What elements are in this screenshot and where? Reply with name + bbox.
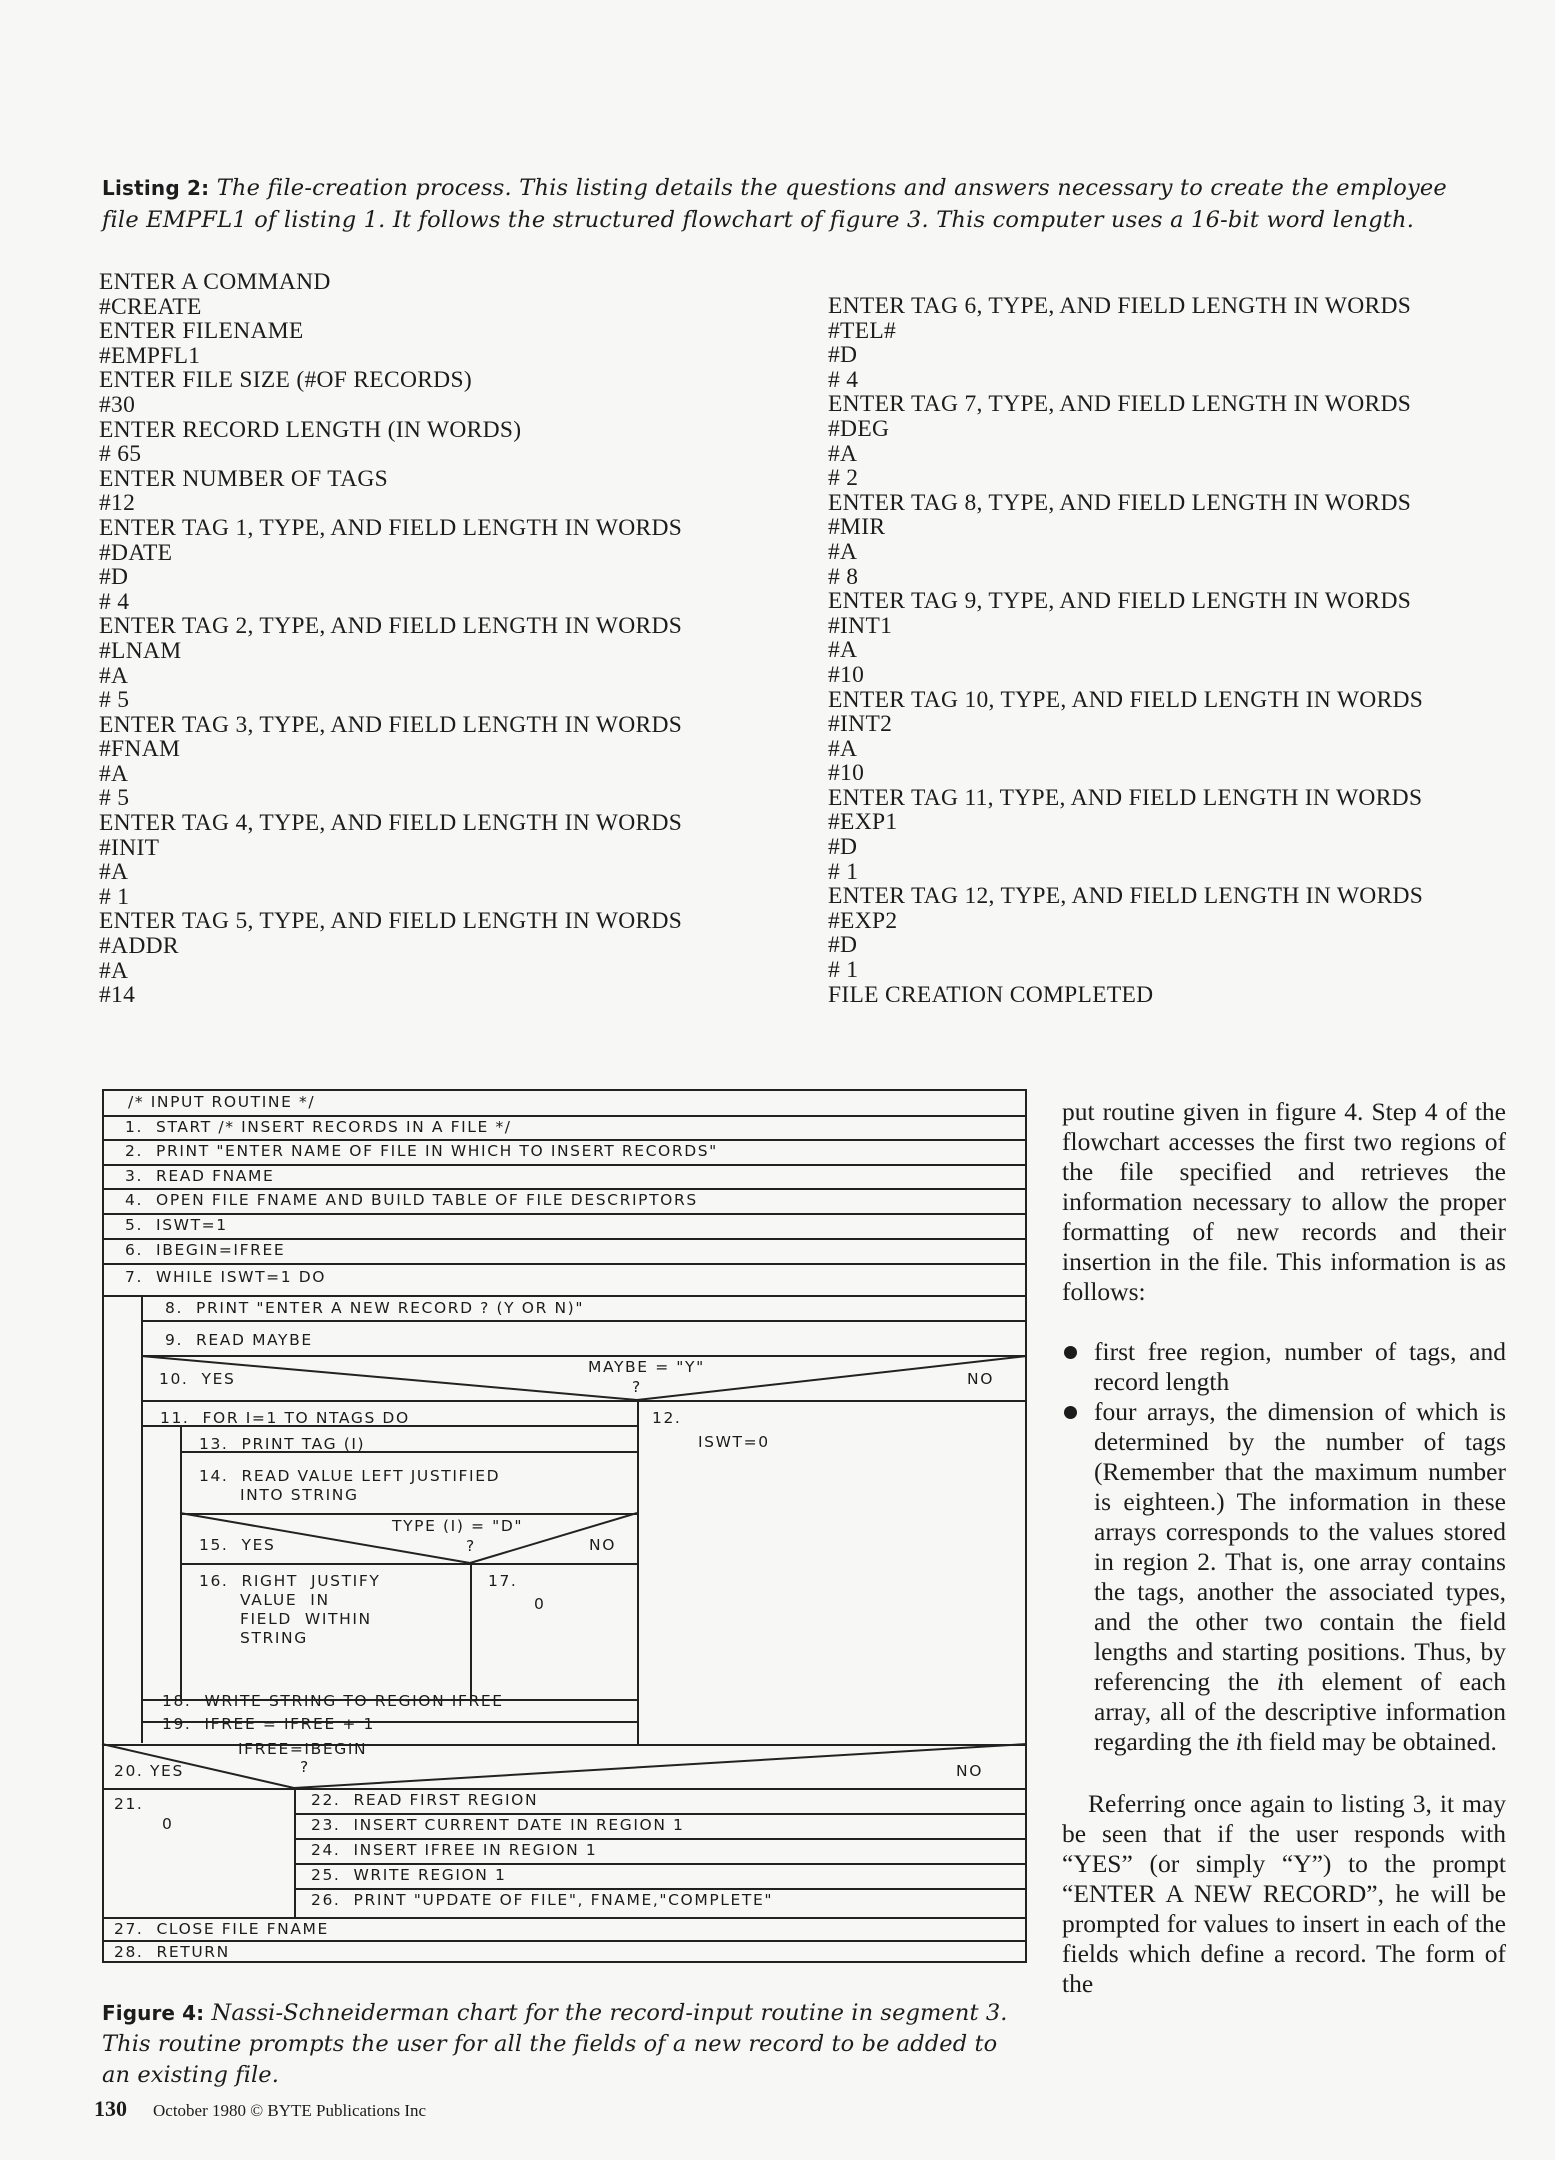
listing-line: ENTER TAG 12, TYPE, AND FIELD LENGTH IN WORDS	[828, 883, 1424, 910]
article-body	[1062, 1097, 1506, 1999]
step-21-body: 0	[162, 1815, 174, 1833]
listing-line: ENTER RECORD LENGTH (IN WORDS)	[99, 416, 522, 443]
step-15-condition: TYPE (I) = "D"	[392, 1517, 524, 1535]
listing-line: #EXP1	[828, 809, 898, 836]
listing-label: Listing 2:	[102, 176, 210, 200]
listing-line: #A	[828, 440, 858, 467]
italic-i: i	[1235, 1727, 1243, 1756]
listing-line: ENTER TAG 6, TYPE, AND FIELD LENGTH IN WORDS	[828, 293, 1412, 319]
step-16-line-3: FIELD WITHIN	[240, 1610, 372, 1628]
listing-line: #12	[99, 490, 136, 517]
listing-line: #LNAM	[99, 637, 182, 664]
decision-split	[470, 1563, 472, 1699]
listing-line: ENTER TAG 4, TYPE, AND FIELD LENGTH IN WORDS	[99, 810, 683, 837]
bullet-text: first free region, number of tags, and record length	[1094, 1337, 1506, 1396]
listing-line: # 1	[99, 883, 130, 910]
listing-line: #A	[99, 957, 129, 984]
step-20-no: NO	[956, 1762, 983, 1780]
step-19: 19. IFREE = IFREE + 1	[162, 1715, 375, 1733]
divider	[102, 1788, 1027, 1790]
listing-line: # 65	[99, 441, 142, 468]
listing-line: #ADDR	[99, 933, 179, 960]
step-5: 5. ISWT=1	[125, 1216, 228, 1234]
publication-line: October 1980 © BYTE Publications Inc	[153, 2101, 427, 2120]
listing-line: ENTER TAG 7, TYPE, AND FIELD LENGTH IN WORDS	[828, 391, 1412, 418]
divider	[294, 1813, 1027, 1815]
step-10-yes: 10. YES	[159, 1370, 236, 1388]
listing-line: #DEG	[828, 415, 890, 442]
listing-line: ENTER TAG 3, TYPE, AND FIELD LENGTH IN WORDS	[99, 711, 683, 738]
bullet-text: four arrays, the dimension of which is determined by the number of tags (Remember that the maximum number is eighteen.) The information in these arrays corresponds to the values stored in region 2. That is, one array contains the tags, another the associated types, and the other two contain the field lengths and starting positions. Thus, by referencing the	[1094, 1397, 1506, 1696]
listing-line: #10	[828, 661, 865, 688]
bullet-icon	[1064, 1406, 1077, 1419]
listing-line: #D	[828, 932, 858, 959]
listing-line: #A	[828, 735, 858, 762]
figure-caption	[102, 1998, 1032, 2091]
divider	[102, 1940, 1027, 1942]
listing-line: #INIT	[99, 834, 160, 861]
listing-line: # 8	[828, 563, 859, 590]
step-8: 8. PRINT "ENTER A NEW RECORD ? (Y OR N)"	[165, 1299, 585, 1317]
listing-line: #DATE	[99, 539, 173, 566]
step-13: 13. PRINT TAG (I)	[199, 1435, 366, 1453]
step-17: 17.	[488, 1572, 518, 1590]
listing-line: #D	[99, 564, 129, 591]
listing-line: #TEL#	[828, 317, 897, 344]
chart-header: /* INPUT ROUTINE */	[128, 1093, 316, 1111]
step-6: 6. IBEGIN=IFREE	[125, 1241, 286, 1259]
listing-line: FILE CREATION COMPLETED	[828, 981, 1154, 1008]
step-23: 23. INSERT CURRENT DATE IN REGION 1	[311, 1816, 685, 1834]
listing-line: #FNAM	[99, 736, 181, 763]
listing-line: #CREATE	[99, 293, 202, 320]
step-20-yes: 20. YES	[114, 1762, 184, 1780]
listing-line: #14	[99, 982, 136, 1009]
bullet-icon	[1064, 1346, 1077, 1359]
step-14-line-1: 14. READ VALUE LEFT JUSTIFIED	[199, 1467, 501, 1485]
listing-line: # 5	[99, 687, 130, 714]
decision-split	[294, 1788, 296, 1917]
page-footer	[94, 2096, 426, 2122]
step-2: 2. PRINT "ENTER NAME OF FILE IN WHICH TO INSERT RECORDS"	[125, 1142, 718, 1160]
step-20-question: ?	[300, 1758, 310, 1776]
step-10-condition: MAYBE = "Y"	[588, 1358, 705, 1376]
listing-line: #EXP2	[828, 907, 898, 934]
listing-line: # 5	[99, 785, 130, 812]
step-25: 25. WRITE REGION 1	[311, 1866, 507, 1884]
step-20-condition: IFREE=IBEGIN	[238, 1740, 368, 1758]
step-7: 7. WHILE ISWT=1 DO	[125, 1268, 327, 1286]
listing-line: # 4	[828, 366, 859, 393]
step-15-question: ?	[466, 1537, 476, 1555]
bullet-list	[1062, 1337, 1506, 1757]
listing-line: ENTER FILENAME	[99, 318, 304, 345]
listing-line: # 2	[828, 465, 859, 492]
listing-line: #MIR	[828, 514, 886, 541]
listing-line: #INT2	[828, 711, 893, 738]
listing-line: #INT1	[828, 612, 893, 639]
figure-label: Figure 4:	[102, 2001, 205, 2025]
step-17-body: 0	[534, 1595, 546, 1613]
step-10-question: ?	[632, 1378, 642, 1396]
step-12-body: ISWT=0	[698, 1433, 770, 1451]
listing-line: ENTER TAG 1, TYPE, AND FIELD LENGTH IN WORDS	[99, 514, 683, 541]
step-12: 12.	[652, 1409, 682, 1427]
listing-caption-text: The file-creation process. This listing details the questions and answers necessary to create the employee file EMPFL1 of listing 1. It follows the structured flowchart of figure 3. This computer uses a 16-bit word length.	[102, 175, 1447, 233]
listing-line: #A	[828, 538, 858, 565]
listing-line: ENTER TAG 9, TYPE, AND FIELD LENGTH IN WORDS	[828, 588, 1412, 615]
step-10-no: NO	[967, 1370, 994, 1388]
step-26: 26. PRINT "UPDATE OF FILE", FNAME,"COMPLETE"	[311, 1891, 774, 1909]
listing-line: ENTER FILE SIZE (#OF RECORDS)	[99, 367, 472, 394]
step-21: 21.	[114, 1795, 144, 1813]
divider	[294, 1863, 1027, 1865]
divider	[102, 1917, 1027, 1919]
listing-line: #D	[828, 342, 858, 369]
italic-i: i	[1276, 1667, 1284, 1696]
paragraph: put routine given in figure 4. Step 4 of the flowchart accesses the first two regions of the file specified and retrieves the information necessary to allow the proper formatting of new records and their insertion in the file. This information is as follows:	[1062, 1097, 1506, 1306]
listing-line: #A	[99, 859, 129, 886]
divider	[294, 1838, 1027, 1840]
bullet-item	[1062, 1397, 1506, 1757]
step-16-line-2: VALUE IN	[240, 1591, 330, 1609]
divider	[180, 1513, 637, 1515]
paragraph: Referring once again to listing 3, it may be seen that if the user responds with “YES” (or simply “Y”) to the prompt “ENTER A NEW RECORD”, he will be prompted for values to insert in each of the fields which define a record. The form of the	[1062, 1789, 1506, 1998]
step-15-yes: 15. YES	[199, 1536, 276, 1554]
step-18: 18. WRITE STRING TO REGION IFREE	[162, 1692, 504, 1710]
listing-line: ENTER TAG 11, TYPE, AND FIELD LENGTH IN WORDS	[828, 784, 1423, 811]
page-number: 130	[94, 2096, 127, 2121]
listing-line: ENTER TAG 5, TYPE, AND FIELD LENGTH IN WORDS	[99, 908, 683, 935]
step-1: 1. START /* INSERT RECORDS IN A FILE */	[125, 1118, 512, 1136]
figure-caption-text: Nassi-Schneiderman chart for the record-input routine in segment 3. This routine prompts the user for all the fields of a new record to be added to an existing file.	[102, 2000, 1008, 2088]
step-24: 24. INSERT IFREE IN REGION 1	[311, 1841, 598, 1859]
listing-line: # 1	[828, 957, 859, 984]
step-28: 28. RETURN	[114, 1943, 230, 1961]
listing-line: #A	[828, 637, 858, 664]
bullet-item	[1062, 1337, 1506, 1397]
step-11: 11. FOR I=1 TO NTAGS DO	[160, 1409, 410, 1427]
step-22: 22. READ FIRST REGION	[311, 1791, 539, 1809]
listing-line: ENTER NUMBER OF TAGS	[99, 465, 388, 492]
listing-line: # 1	[828, 858, 859, 885]
step-14-line-2: INTO STRING	[240, 1486, 359, 1504]
for-body-bar	[180, 1425, 182, 1699]
listing-line: #EMPFL1	[99, 342, 201, 369]
step-15-no: NO	[589, 1536, 616, 1554]
listing-line: #D	[828, 834, 858, 861]
step-3: 3. READ FNAME	[125, 1167, 275, 1185]
step-16-line-1: 16. RIGHT JUSTIFY	[199, 1572, 381, 1590]
decision-split	[637, 1400, 639, 1744]
listing-line: #A	[99, 662, 129, 689]
listing-line: ENTER TAG 10, TYPE, AND FIELD LENGTH IN WORDS	[828, 686, 1424, 713]
divider	[294, 1888, 1027, 1890]
listing-line: ENTER A COMMAND	[99, 269, 331, 295]
step-27: 27. CLOSE FILE FNAME	[114, 1920, 329, 1938]
listing-line: ENTER TAG 8, TYPE, AND FIELD LENGTH IN WORDS	[828, 489, 1412, 516]
step-4: 4. OPEN FILE FNAME AND BUILD TABLE OF FILE DESCRIPTORS	[125, 1191, 698, 1209]
bullet-text: th field may be obtained.	[1242, 1727, 1497, 1756]
listing-line: #10	[828, 760, 865, 787]
listing-line: ENTER TAG 2, TYPE, AND FIELD LENGTH IN WORDS	[99, 613, 683, 640]
listing-line: #A	[99, 760, 129, 787]
listing-line: #30	[99, 391, 136, 418]
listing-line: # 4	[99, 588, 130, 615]
step-16-line-4: STRING	[240, 1629, 308, 1647]
bullet-text: th element of each array, all of the descriptive information regarding the	[1094, 1667, 1506, 1756]
divider	[180, 1563, 637, 1565]
step-9: 9. READ MAYBE	[165, 1331, 313, 1349]
